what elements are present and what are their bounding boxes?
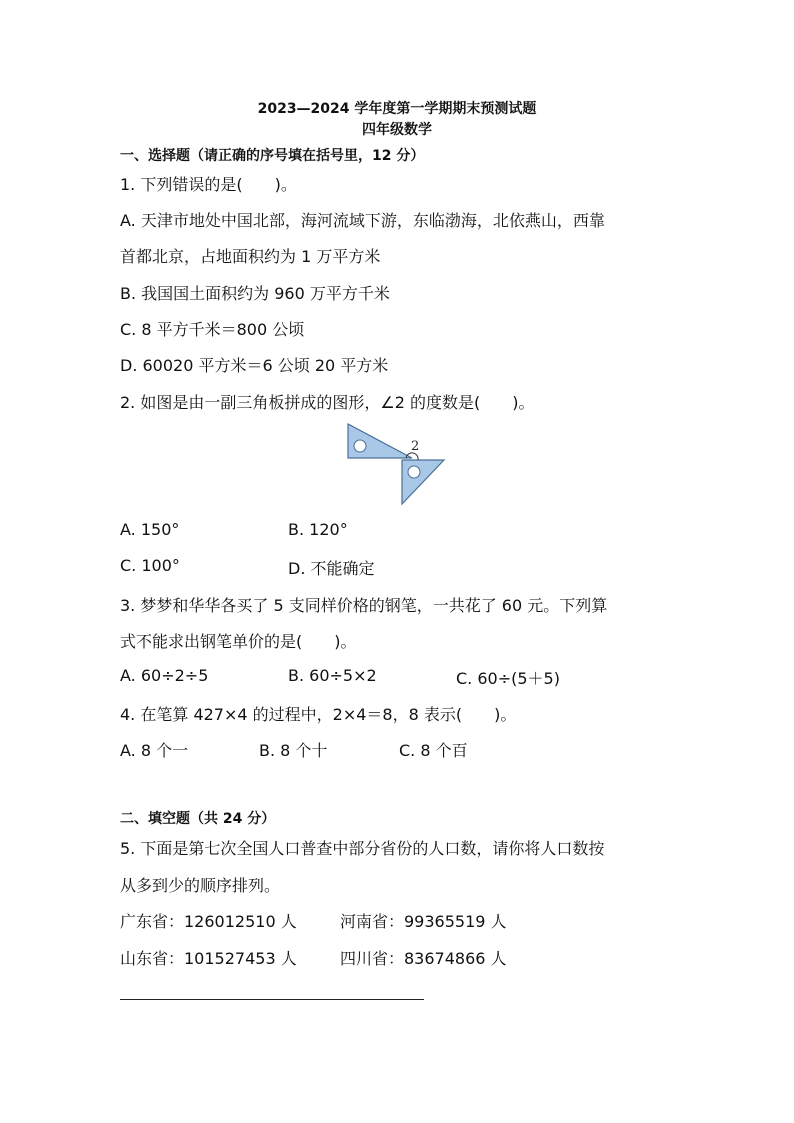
q5-guangdong: 广东省：126012510 人 <box>120 912 297 931</box>
angle-2-label: 2 <box>411 439 420 454</box>
q2-stem: 2. 如图是由一副三角板拼成的图形，∠2 的度数是( )。 <box>120 393 535 412</box>
q1-stem: 1. 下列错误的是( )。 <box>120 175 297 194</box>
q1-option-a-line1: A. 天津市地处中国北部，海河流域下游，东临渤海，北依燕山，西靠 <box>120 211 605 230</box>
q3-option-a: A. 60÷2÷5 <box>120 666 209 685</box>
q1-option-c: C. 8 平方千米＝800 公顷 <box>120 320 305 339</box>
q3-stem-line1: 3. 梦梦和华华各买了 5 支同样价格的钢笔，一共花了 60 元。下列算 <box>120 596 608 615</box>
q4-option-c: C. 8 个百 <box>399 741 468 760</box>
q3-option-b: B. 60÷5×2 <box>288 666 377 685</box>
q3-stem-line2: 式不能求出钢笔单价的是( )。 <box>120 632 357 651</box>
q2-option-c: C. 100° <box>120 556 180 575</box>
q2-option-a: A. 150° <box>120 520 180 539</box>
q4-option-a: A. 8 个一 <box>120 741 189 760</box>
q5-stem-line1: 5. 下面是第七次全国人口普查中部分省份的人口数，请你将人口数按 <box>120 839 605 858</box>
q2-option-d: D. 不能确定 <box>288 559 375 578</box>
q4-stem: 4. 在笔算 427×4 的过程中，2×4＝8，8 表示( )。 <box>120 705 517 724</box>
exam-subtitle: 四年级数学 <box>362 122 432 138</box>
triangle-right <box>402 460 444 504</box>
section2-heading: 二、填空题（共 24 分） <box>120 811 276 827</box>
q5-henan: 河南省：99365519 人 <box>340 912 507 931</box>
section1-heading: 一、选择题（请正确的序号填在括号里，12 分） <box>120 148 425 164</box>
q5-shandong: 山东省：101527453 人 <box>120 949 297 968</box>
q2-option-b: B. 120° <box>288 520 348 539</box>
q4-option-b: B. 8 个十 <box>259 741 328 760</box>
triangle-right-hole <box>408 466 420 478</box>
triangle-left-hole <box>354 440 366 452</box>
q5-sichuan: 四川省：83674866 人 <box>340 949 507 968</box>
exam-title: 2023—2024 学年度第一学期期末预测试题 <box>257 101 537 117</box>
triangle-set-figure <box>340 418 450 508</box>
q3-option-c: C. 60÷(5＋5) <box>456 669 560 688</box>
answer-line[interactable] <box>120 999 424 1000</box>
q5-stem-line2: 从多到少的顺序排列。 <box>120 876 281 895</box>
q1-option-d: D. 60020 平方米＝6 公顷 20 平方米 <box>120 356 389 375</box>
q1-option-a-line2: 首都北京，占地面积约为 1 万平方米 <box>120 247 381 266</box>
q1-option-b: B. 我国国土面积约为 960 万平方千米 <box>120 284 390 303</box>
